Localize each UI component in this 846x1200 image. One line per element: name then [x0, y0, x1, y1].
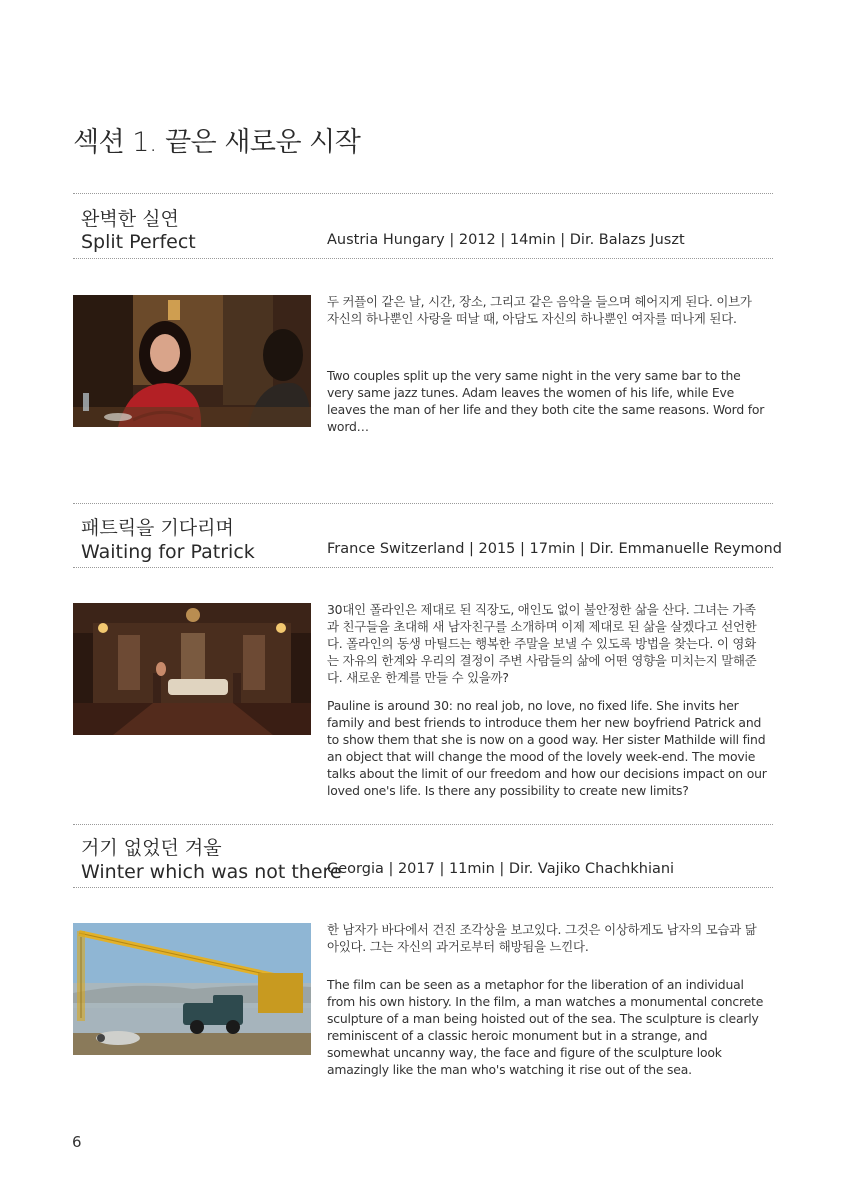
divider: [73, 824, 773, 825]
film-meta: Austria Hungary | 2012 | 14min | Dir. Balazs Juszt: [327, 232, 685, 248]
film-description: [327, 293, 767, 435]
film-meta: France Switzerland | 2015 | 17min | Dir. Emmanuelle Reymond: [327, 541, 782, 557]
divider: [73, 887, 773, 888]
film-title-korean: 패트릭을 기다리며: [81, 517, 234, 539]
film-description: [327, 921, 767, 1078]
film-title-korean: 완벽한 실연: [81, 208, 179, 230]
divider: [73, 258, 773, 259]
film-title-english: Waiting for Patrick: [81, 541, 255, 563]
page-number: 6: [72, 1133, 82, 1151]
description-korean: 30대인 폴라인은 제대로 된 직장도, 애인도 없이 불안정한 삶을 산다. 그녀는 가족과 친구들을 초대해 새 남자친구를 소개하며 이제 제대로 된 삶을 살겠다고 선언한다. 폴라인의 동생 마틸드는 행복한 주말을 보낼 수 있도록 방법을 찾는다. 이 영화는 자유의 한계와 우리의 결정이 주변 사람들의 삶에 어떤 영향을 미치는지 말해준다. 새로운 한계를 만들 수 있을까?: [327, 602, 757, 685]
film-title-korean: 거기 없었던 겨울: [81, 837, 222, 859]
divider: [73, 503, 773, 504]
divider: [73, 193, 773, 194]
film-description: [327, 601, 767, 799]
film-still-split-perfect: [73, 295, 311, 427]
film-title-english: Split Perfect: [81, 231, 196, 253]
film-meta: Georgia | 2017 | 11min | Dir. Vajiko Chachkhiani: [327, 861, 675, 877]
film-still-waiting-for-patrick: [73, 603, 311, 735]
description-english: Pauline is around 30: no real job, no love, no fixed life. She invits her family and best friends to introduce them her new boyfriend Patrick and to show them that she is now on a good way. Her sister Mathilde will find an object that will change the mood of the lovely week-end. The movie talks about the limit of our freedom and how our decisions impact on our loved one's life. Is there any possibility to create new limits?: [327, 698, 767, 798]
description-korean: 두 커플이 같은 날, 시간, 장소, 그리고 같은 음악을 들으며 헤어지게 된다. 이브가 자신의 하나뿐인 사랑을 떠날 때, 아담도 자신의 하나뿐인 여자를 떠나게 된다.: [327, 294, 752, 326]
description-korean: 한 남자가 바다에서 건진 조각상을 보고있다. 그것은 이상하게도 남자의 모습과 닮아있다. 그는 자신의 과거로부터 해방됨을 느낀다.: [327, 922, 757, 954]
section-title: 섹션 1. 끝은 새로운 시작: [73, 127, 361, 158]
description-english: Two couples split up the very same night in the very same bar to the very same jazz tunes. Adam leaves the women of his life, while Eve leaves the man of her life and they both cite the same reasons. Word for word…: [327, 368, 765, 434]
film-still-winter-which-was-not-there: [73, 923, 311, 1055]
divider: [73, 567, 773, 568]
film-title-english: Winter which was not there: [81, 861, 342, 883]
description-english: The film can be seen as a metaphor for the liberation of an individual from his own history. In the film, a man watches a monumental concrete sculpture of a man being hoisted out of the sea. The sculpture is clearly reminiscent of a classic heroic monument but in a strange, and somewhat uncanny way, the face and figure of the sculpture look amazingly like the man who's watching it rise out of the sea.: [327, 977, 764, 1077]
